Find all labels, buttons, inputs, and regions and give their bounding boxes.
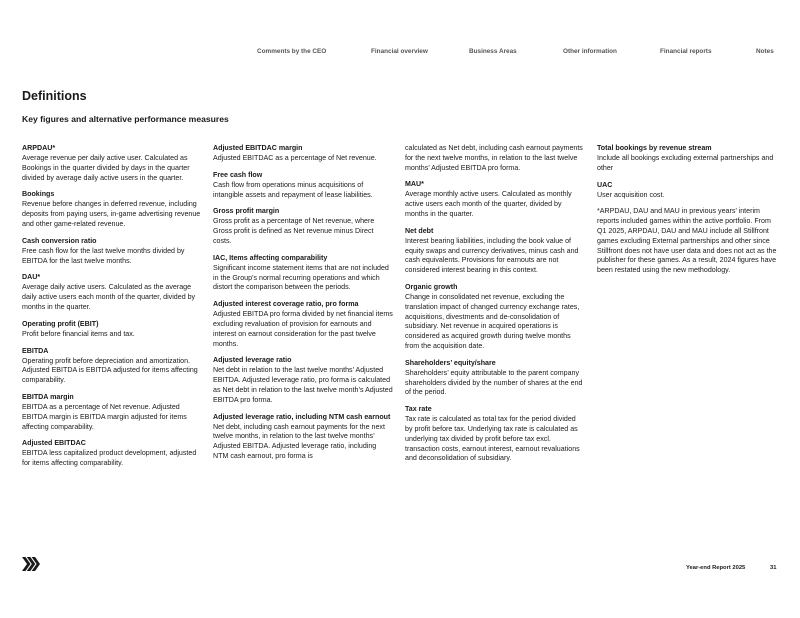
definition-term: DAU* [22,273,41,282]
definition-term: EBITDA margin [22,392,74,401]
definition-entry [405,227,585,276]
definition-text: EBITDA as a percentage of Net revenue. Adjusted EBITDA margin is EBITDA margin adjusted for items affecting comparability. [22,402,187,431]
definition-entry [22,320,202,340]
definitions-column-4 [597,144,779,283]
definition-text: Gross profit as a percentage of Net revenue, where Gross profit is defined as Net revenue minus Direct costs. [213,217,375,245]
definition-entry [213,413,393,462]
definition-text: Interest bearing liabilities, including the book value of equity swaps and currency derivatives, minus cash and cash equivalents. Provisions for earnouts are not considered interest bearing in this context. [405,236,579,275]
top-navigation [0,48,800,60]
definition-text: User acquisition cost. [597,190,665,199]
definition-term: Total bookings by revenue stream [597,144,712,152]
definition-note: *ARPDAU, DAU and MAU in previous years’ interim reports included games within the active portfolio. From Q1 2025, ARPDAU, DAU and MAU include all Stillfront games excluding External partnerships and other since Stillfront does not have user data and does not act as the publisher for these games. As a result, 2024 figures have been restated using the new methodology. [597,207,777,275]
nav-business-areas[interactable]: Business Areas [469,48,517,55]
definition-term: IAC, Items affecting comparability [213,253,328,262]
definition-text: Tax rate is calculated as total tax for the period divided by profit before tax. Underlying tax rate is calculated as underlying tax divided by profit before tax excl. transaction costs, earnout interest, earnout revaluations and deconsolidation of subsidiary. [405,415,580,463]
definition-entry [405,144,585,173]
definition-entry [213,144,393,164]
definition-term: Adjusted EBITDAC margin [213,144,303,152]
definition-entry [405,180,585,219]
page-number: 31 [770,565,777,571]
definition-entry [213,356,393,405]
definition-entry [597,181,779,201]
definition-term: Tax rate [405,405,432,414]
definition-term: Free cash flow [213,170,263,179]
footer-report-title: Year-end Report 2025 [686,565,746,571]
definition-entry [213,171,393,201]
definition-term: Shareholders’ equity/share [405,358,496,367]
definition-term: Organic growth [405,282,458,291]
definition-term: Net debt [405,226,434,235]
definition-text: Average revenue per daily active user. Calculated as Bookings in the quarter divided by days in the quarter divided by average daily active users in the quarter. [22,154,190,182]
definition-entry [22,144,202,183]
definition-text: Shareholders’ equity attributable to the parent company shareholders divided by the number of shares at the end of the period. [405,368,583,397]
page-title: Definitions [22,89,87,103]
definition-entry [22,190,202,229]
definition-term: Adjusted leverage ratio [213,356,292,365]
definition-entry [597,207,779,276]
nav-other-information[interactable]: Other information [563,48,617,55]
definition-term: Operating profit (EBIT) [22,319,99,328]
definition-text: Significant income statement items that are not included in the Group’s normal recurring operations and which distort the comparison between the periods. [213,263,389,292]
definition-text: Change in consolidated net revenue, excluding the translation impact of changed currency exchange rates, acquisitions, divestments and de-consolidation of subsidiary. Net revenue in acquired operations is considered as acquired growth during twelve months from the acquisition date. [405,292,580,350]
definition-entry [405,405,585,464]
definition-text: Operating profit before depreciation and amortization. Adjusted EBITDA is EBITDA adjusted for items affecting comparability. [22,356,198,385]
definition-text: Adjusted EBITDA pro forma divided by net financial items excluding revaluation of provision for earnouts and interest on earnout consideration for the past twelve months. [213,310,393,348]
definition-text: EBITDA less capitalized product development, adjusted for items affecting comparability. [22,449,197,468]
section-subtitle: Key figures and alternative performance measures [22,114,229,124]
definition-entry [22,439,202,469]
definition-term: Bookings [22,190,55,199]
definition-entry [213,300,393,349]
definition-term: ARPDAU* [22,144,56,152]
definition-term: Adjusted leverage ratio, including NTM cash earnout [213,412,391,421]
definition-text: Free cash flow for the last twelve months divided by EBITDA for the last twelve months. [22,246,185,265]
definition-entry [213,254,393,293]
nav-comments-by-ceo[interactable]: Comments by the CEO [257,48,327,55]
definition-text: Include all bookings excluding external partnerships and other [597,154,774,172]
definition-entry [22,237,202,267]
definition-term: Adjusted EBITDAC [22,439,86,448]
definition-note: calculated as Net debt, including cash earnout payments for the next twelve months, in relation to the last twelve months’ Adjusted EBITDA pro forma. [405,144,583,172]
definition-entry [405,359,585,398]
definition-text: Profit before financial items and tax. [22,329,135,338]
definition-entry [22,273,202,312]
definition-term: UAC [597,180,613,189]
nav-financial-overview[interactable]: Financial overview [371,48,428,55]
company-logo-icon [22,557,40,571]
definition-term: Cash conversion ratio [22,236,97,245]
definition-entry [22,393,202,432]
nav-notes[interactable]: Notes [756,48,774,55]
definition-text: Adjusted EBITDAC as a percentage of Net revenue. [213,154,377,162]
definition-text: Revenue before changes in deferred revenue, including deposits from paying users, in-game advertising revenue and other game-related revenue. [22,200,201,228]
definition-text: Net debt, including cash earnout payments for the next twelve months, in relation to the last twelve months’ Adjusted EBITDA. Adjusted leverage ratio, including NTM cash earnout, pro forma is [213,422,385,460]
definition-entry [597,144,779,174]
definition-term: Gross profit margin [213,207,280,216]
definition-text: Net debt in relation to the last twelve months’ Adjusted EBITDA. Adjusted leverage ratio, pro forma is calculated as Net debt in relation to the last twelve month’s Adjusted EBITDA pro forma. [213,366,393,404]
definition-term: Adjusted interest coverage ratio, pro forma [213,300,359,309]
definition-term: EBITDA [22,346,49,355]
definition-entry [22,347,202,386]
definition-text: Average monthly active users. Calculated as monthly active users each month of the quarter, divided by months in the quarter. [405,190,572,218]
definition-entry [213,207,393,246]
definition-text: Cash flow from operations minus acquisitions of intangible assets and repayment of lease liabilities. [213,180,373,199]
definition-text: Average daily active users. Calculated as the average daily active users each month of the quarter, divided by months in the quarter. [22,283,196,311]
definition-entry [405,283,585,352]
nav-financial-reports[interactable]: Financial reports [660,48,712,55]
definition-term: MAU* [405,180,424,189]
definitions-column-3 [405,144,585,471]
definitions-column-1 [22,144,202,476]
definitions-column-2 [213,144,393,469]
